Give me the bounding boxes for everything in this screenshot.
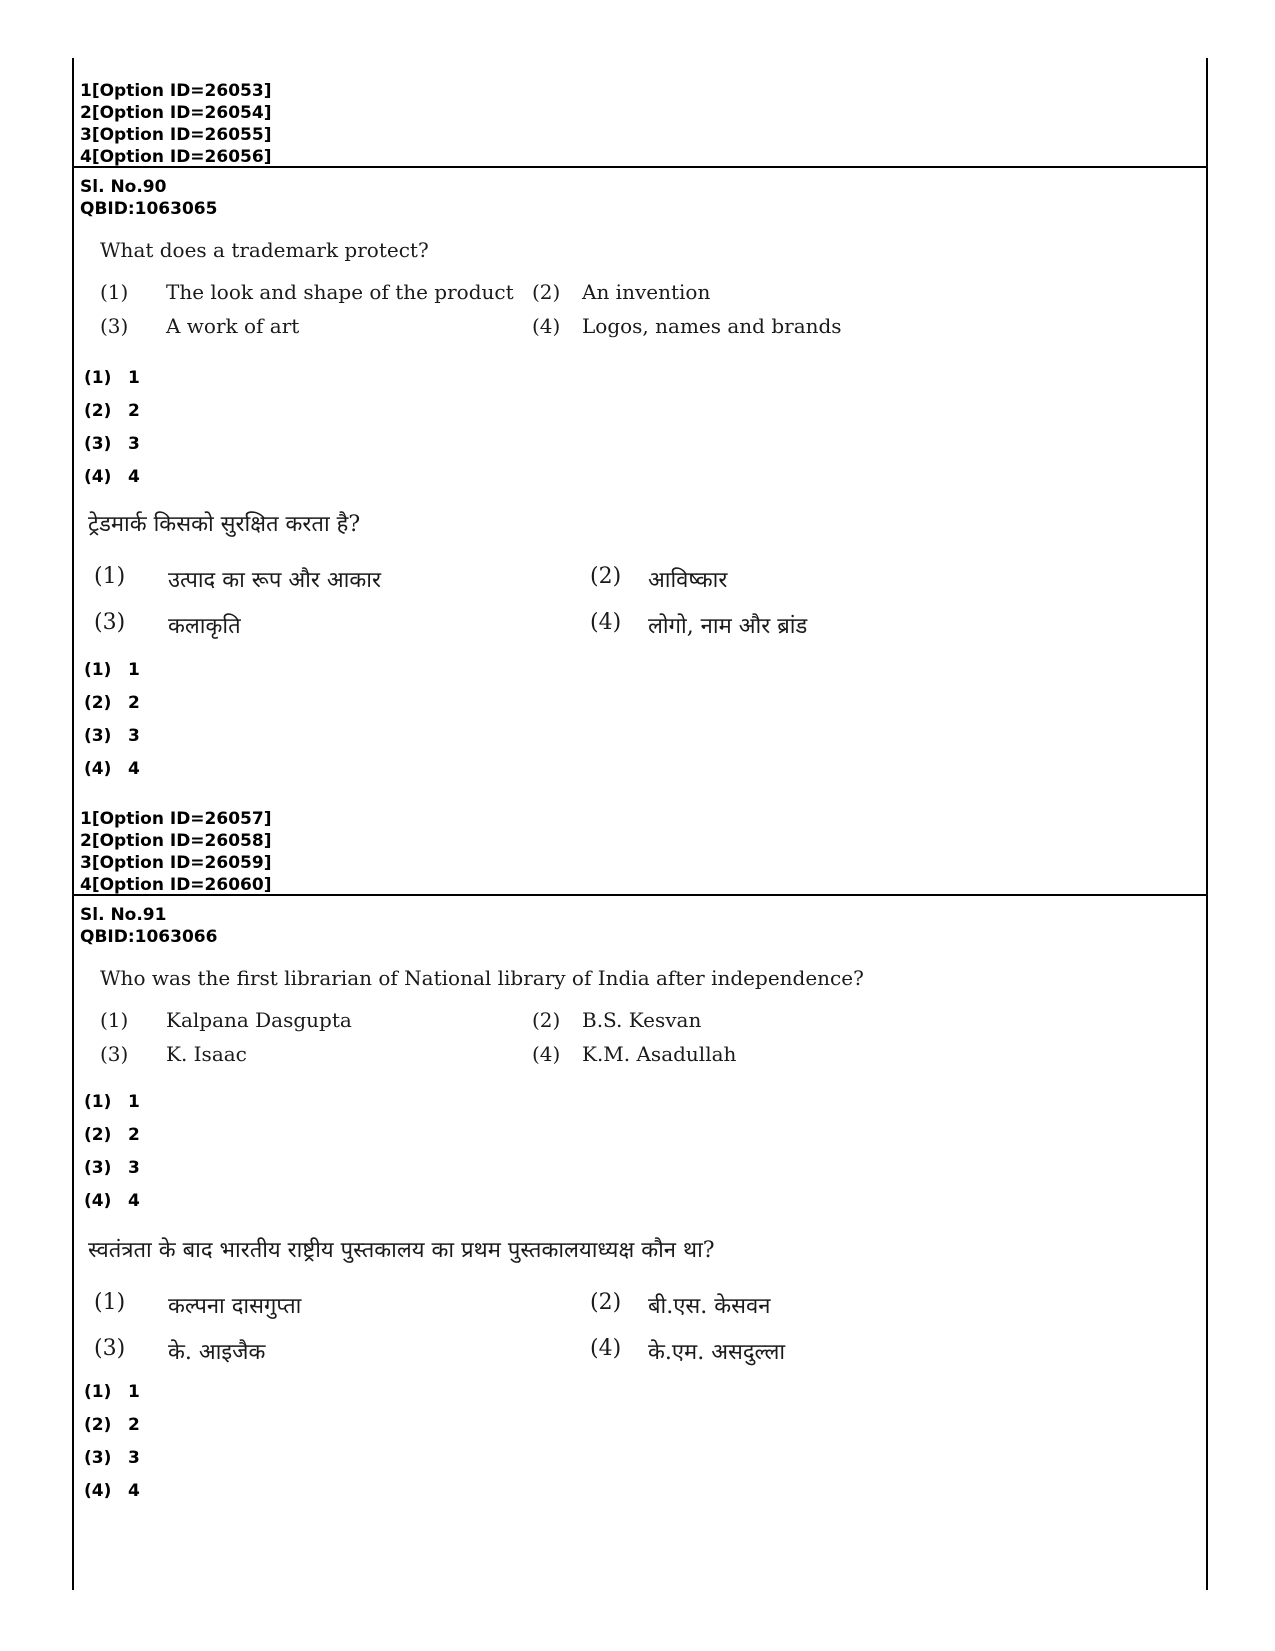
section-divider [74,166,1206,168]
question-paper-frame [72,58,1208,1590]
question-text-en: What does a trademark protect? [100,238,429,262]
option-text: Kalpana Dasgupta [166,1008,352,1032]
option-text: कलाकृति [168,614,241,639]
option-number: (1) [100,280,129,304]
answer-choice[interactable]: (1) 1 [84,1382,140,1402]
question-header [80,176,217,220]
option-text: A work of art [166,314,300,338]
answer-choice[interactable]: (3) 3 [84,434,140,454]
answer-choice[interactable]: (3) 3 [84,1158,140,1178]
option-text: K.M. Asadullah [582,1042,737,1066]
answer-choice[interactable]: (2) 2 [84,693,140,713]
serial-number: Sl. No.90 [80,177,167,197]
section-divider [74,894,1206,896]
option-text: Logos, names and brands [582,314,842,338]
option-number: (3) [100,314,129,338]
option-number: (4) [590,1336,622,1361]
option-text: आविष्कार [648,568,728,593]
option-number: (4) [532,1042,561,1066]
answer-choice[interactable]: (4) 4 [84,1191,140,1211]
answer-choice[interactable]: (2) 2 [84,1415,140,1435]
option-text: An invention [582,280,711,304]
option-text: K. Isaac [166,1042,247,1066]
option-number: (1) [100,1008,129,1032]
option-text: उत्पाद का रूप और आकार [168,568,381,593]
option-text: बी.एस. केसवन [648,1294,771,1319]
answer-choice[interactable]: (1) 1 [84,368,140,388]
question-text-hi: ट्रेडमार्क किसको सुरक्षित करता है? [88,512,361,537]
option-text: के. आइजैक [168,1340,266,1365]
qbid: QBID:1063066 [80,927,218,947]
option-number: (3) [94,1336,126,1361]
option-ids [80,808,271,896]
option-number: (3) [94,610,126,635]
option-id-line: 3[Option ID=26059] [80,853,272,873]
option-number: (1) [94,564,126,589]
option-number: (3) [100,1042,129,1066]
answer-choice[interactable]: (4) 4 [84,467,140,487]
serial-number: Sl. No.91 [80,905,167,925]
option-number: (2) [590,1290,622,1315]
option-id-line: 1[Option ID=26057] [80,809,272,829]
answer-choice[interactable]: (1) 1 [84,660,140,680]
option-id-line: 3[Option ID=26055] [80,125,272,145]
option-id-line: 2[Option ID=26054] [80,103,272,123]
option-number: (2) [532,280,561,304]
answer-choice[interactable]: (4) 4 [84,759,140,779]
qbid: QBID:1063065 [80,199,218,219]
answer-choice[interactable]: (2) 2 [84,1125,140,1145]
answer-choice[interactable]: (3) 3 [84,1448,140,1468]
option-id-line: 2[Option ID=26058] [80,831,272,851]
question-header [80,904,217,948]
answer-choice[interactable]: (2) 2 [84,401,140,421]
option-text: The look and shape of the product [166,280,514,304]
option-number: (4) [532,314,561,338]
answer-choice[interactable]: (3) 3 [84,726,140,746]
top-option-ids [80,80,271,168]
option-number: (4) [590,610,622,635]
answer-choice[interactable]: (4) 4 [84,1481,140,1501]
option-text: के.एम. असदुल्ला [648,1340,786,1365]
option-number: (1) [94,1290,126,1315]
option-id-line: 4[Option ID=26056] [80,147,272,167]
option-number: (2) [532,1008,561,1032]
question-text-en: Who was the first librarian of National library of India after independence? [100,966,864,990]
option-id-line: 1[Option ID=26053] [80,81,272,101]
answer-choice[interactable]: (1) 1 [84,1092,140,1112]
question-text-hi: स्वतंत्रता के बाद भारतीय राष्ट्रीय पुस्तकालय का प्रथम पुस्तकालयाध्यक्ष कौन था? [88,1238,715,1263]
option-id-line: 4[Option ID=26060] [80,875,272,895]
option-text: B.S. Kesvan [582,1008,702,1032]
option-number: (2) [590,564,622,589]
option-text: लोगो, नाम और ब्रांड [648,614,808,639]
option-text: कल्पना दासगुप्ता [168,1294,302,1319]
